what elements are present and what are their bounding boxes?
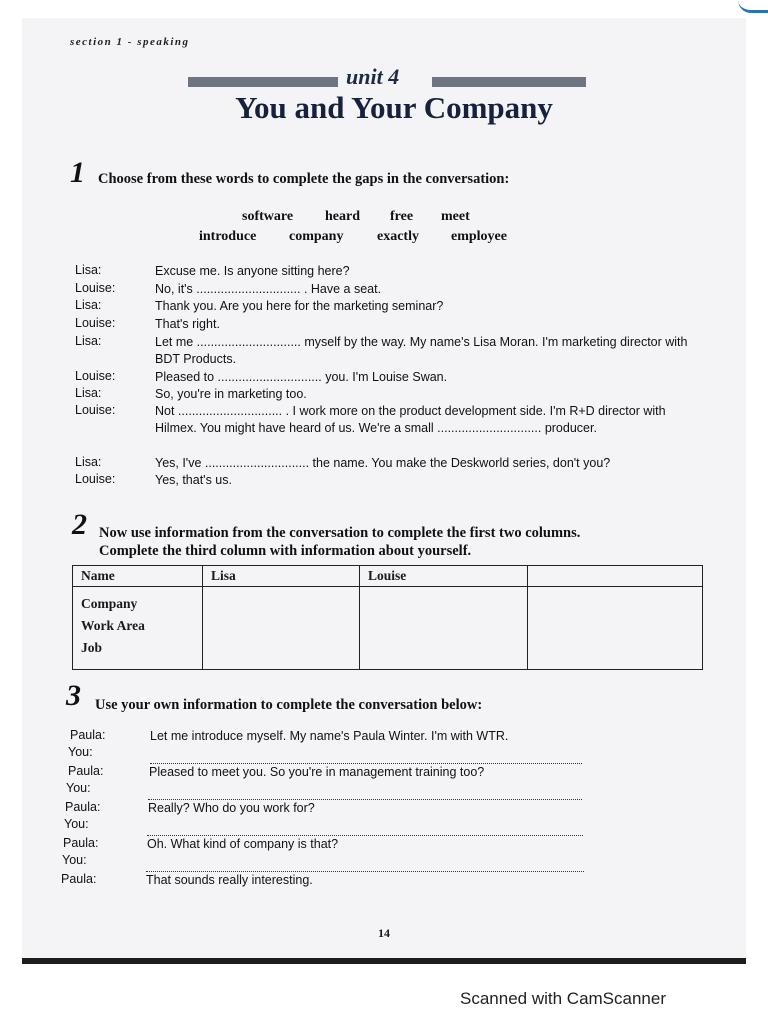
exercise-3-number: 3 xyxy=(66,679,81,712)
table-row-labels xyxy=(73,587,203,670)
word-bank-item: exactly xyxy=(377,229,419,244)
row-label-company: Company xyxy=(81,596,138,611)
table-header-lisa: Lisa xyxy=(203,566,360,587)
exercise-2-instruction-line-2: Complete the third column with information about yourself. xyxy=(99,543,472,559)
word-bank-item: free xyxy=(390,209,414,224)
speaker-label: Louise: xyxy=(75,369,116,383)
dialogue-line: Not .............................. . I work more on the product development side. I'm R+D director with Hilmex. You might have heard of us. We're a small .............................. producer. xyxy=(155,404,666,435)
dialogue-line: Yes, I've .............................. the name. You make the Deskworld series, don't you? xyxy=(155,456,611,470)
info-table xyxy=(72,565,703,670)
dialogue-line: Let me .............................. myself by the way. My name's Lisa Moran. I'm marketing director with BDT Products. xyxy=(155,335,688,366)
dialogue-line: Really? Who do you work for? xyxy=(148,801,315,815)
speaker-label: You: xyxy=(64,817,89,831)
speaker-label: Paula: xyxy=(65,800,101,814)
speaker-label: Paula: xyxy=(70,728,106,742)
dialogue-line: Thank you. Are you here for the marketing seminar? xyxy=(155,299,444,313)
unit-bar-right xyxy=(432,77,586,87)
exercise-3-instruction: Use your own information to complete the conversation below: xyxy=(95,697,483,713)
word-bank-item: software xyxy=(242,209,294,224)
page-title: You and Your Company xyxy=(235,90,553,125)
section-label: section 1 - speaking xyxy=(70,36,190,48)
dialogue-line: Pleased to meet you. So you're in management training too? xyxy=(149,765,485,779)
speaker-label: Louise: xyxy=(75,403,116,417)
exercise-1-instruction: Choose from these words to complete the gaps in the conversation: xyxy=(98,171,510,187)
book-page xyxy=(22,18,746,962)
speaker-label: Lisa: xyxy=(75,455,102,469)
table-header-name: Name xyxy=(73,566,203,587)
dialogue-line: That sounds really interesting. xyxy=(146,873,313,887)
table-cell-lisa[interactable] xyxy=(203,587,360,670)
row-label-job: Job xyxy=(81,640,103,655)
dialogue-line: Yes, that's us. xyxy=(155,473,232,487)
exercise-1-number: 1 xyxy=(70,156,85,189)
table-cell-louise[interactable] xyxy=(360,587,528,670)
exercise-2-instruction-line-1: Now use information from the conversation to complete the first two columns. xyxy=(99,525,581,541)
dialogue-line: No, it's .............................. . Have a seat. xyxy=(155,282,382,296)
table-header-you xyxy=(528,566,703,587)
dialogue-line: Excuse me. Is anyone sitting here? xyxy=(155,264,350,278)
speaker-label: You: xyxy=(66,781,91,795)
dialogue-line: So, you're in marketing too. xyxy=(155,387,307,401)
unit-bar-left xyxy=(188,77,338,87)
speaker-label: Louise: xyxy=(75,316,116,330)
table-header-louise: Louise xyxy=(360,566,528,587)
dialogue-line: Let me introduce myself. My name's Paula Winter. I'm with WTR. xyxy=(150,729,509,743)
scanner-watermark: Scanned with CamScanner xyxy=(460,989,667,1008)
page-bottom-edge xyxy=(22,958,746,964)
table-cell-you[interactable] xyxy=(528,587,703,670)
corner-mark xyxy=(738,0,768,13)
dialogue-line: Oh. What kind of company is that? xyxy=(147,837,339,851)
speaker-label: Lisa: xyxy=(75,334,102,348)
speaker-label: Lisa: xyxy=(75,263,102,277)
speaker-label: Lisa: xyxy=(75,386,102,400)
page-number: 14 xyxy=(378,926,390,940)
unit-label: unit 4 xyxy=(346,64,400,89)
speaker-label: Paula: xyxy=(63,836,99,850)
speaker-label: You: xyxy=(62,853,87,867)
dialogue-line: Pleased to .............................. you. I'm Louise Swan. xyxy=(155,370,448,384)
word-bank-item: meet xyxy=(441,209,470,224)
word-bank-item: introduce xyxy=(199,229,257,244)
speaker-label: Louise: xyxy=(75,281,116,295)
dialogue-line: That's right. xyxy=(155,317,220,331)
speaker-label: Lisa: xyxy=(75,298,102,312)
speaker-label: Paula: xyxy=(61,872,97,886)
row-label-work-area: Work Area xyxy=(81,618,145,633)
speaker-label: Louise: xyxy=(75,472,116,486)
word-bank-item: company xyxy=(289,229,344,244)
speaker-label: You: xyxy=(68,745,93,759)
word-bank-item: heard xyxy=(325,209,360,224)
exercise-2-number: 2 xyxy=(72,508,87,541)
word-bank-item: employee xyxy=(451,229,507,244)
speaker-label: Paula: xyxy=(68,764,104,778)
